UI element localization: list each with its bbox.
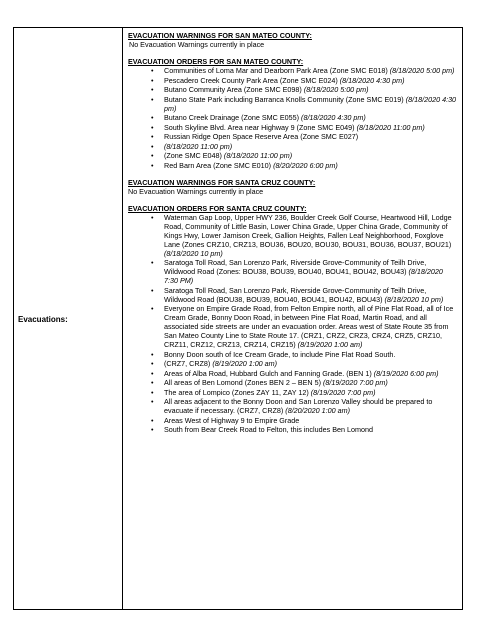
- order-item: [128, 213, 458, 258]
- row-label: Evacuations:: [18, 315, 68, 324]
- bullet-icon: •: [151, 113, 154, 122]
- order-item-text: Areas West of Highway 9 to Empire Grade: [164, 415, 300, 425]
- bullet-icon: •: [151, 415, 154, 425]
- bullet-icon: •: [151, 425, 154, 434]
- bullet-icon: •: [151, 349, 154, 359]
- order-item-date: (8/19/2020 1:00 am): [212, 359, 278, 368]
- order-item-text: (Zone SMC E048): [164, 151, 222, 160]
- order-item: [128, 123, 458, 132]
- order-item: [128, 388, 458, 397]
- bullet-icon: •: [151, 85, 154, 94]
- bullet-icon: •: [151, 132, 154, 141]
- order-item-text: (CRZ7, CRZ8): [164, 359, 211, 368]
- order-item-date: (8/18/2020 5:00 pm): [303, 85, 369, 94]
- order-item-date: (8/18/2020 4:30 pm): [301, 113, 366, 122]
- order-item: [128, 359, 458, 368]
- order-item: [128, 258, 458, 285]
- order-item-text: Everyone on Empire Grade Road, from Felton Empire north, all of Pine Flat Road, all of Ice Cream Grade, Bonny Doon Road, in between Pine Flat Road, Martin Road, and all associated side streets are under an evacuation order. Areas west of State Route 35 from San Mateo County Line to State Route 17. (CRZ1, CRZ2, CRZ3, CRZ4, CRZ5, CRZ10, CRZ11, CRZ12, CRZ13, CRZ14, CRZ15): [164, 304, 454, 349]
- order-item-date: (8/18/2020 4:30 pm): [339, 75, 405, 85]
- bullet-icon: •: [151, 387, 154, 397]
- bullet-icon: •: [151, 212, 154, 222]
- order-item-date: (8/19/2020 1:00 am): [297, 340, 363, 349]
- order-item-date: (8/18/2020 10 pm): [384, 294, 444, 304]
- bullet-icon: •: [151, 368, 154, 378]
- bullet-icon: •: [151, 359, 154, 368]
- order-item: [128, 142, 458, 151]
- order-item-date: (8/18/2020 11:00 pm): [164, 141, 233, 151]
- order-item-text: All areas of Ben Lomond (Zones BEN 2 – BEN 5): [164, 378, 322, 387]
- order-item-text: Russian Ridge Open Space Reserve Area (Zone SMC E027): [164, 132, 359, 141]
- order-item-date: (8/18/2020 10 pm): [164, 248, 223, 258]
- section-heading: EVACUATION ORDERS FOR SAN MATEO COUNTY:: [128, 57, 304, 66]
- section-heading: EVACUATION ORDERS FOR SANTA CRUZ COUNTY:: [128, 203, 307, 213]
- order-item: [128, 304, 458, 349]
- bullet-icon: •: [151, 378, 154, 387]
- bullet-icon: •: [151, 75, 154, 85]
- bullet-icon: •: [151, 141, 154, 151]
- order-item: [128, 416, 458, 425]
- bullet-icon: •: [151, 151, 154, 160]
- order-item: [128, 151, 458, 160]
- order-item: [128, 85, 458, 94]
- order-item-date: (8/18/2020 5:00 pm): [389, 66, 455, 75]
- bullet-icon: •: [151, 285, 154, 295]
- order-item: [128, 161, 458, 170]
- order-item: [128, 369, 458, 378]
- order-item: [128, 350, 458, 359]
- bullet-icon: •: [151, 397, 154, 406]
- order-item-date: (8/20/2020 6:00 pm): [273, 160, 338, 170]
- bullet-icon: •: [151, 304, 154, 313]
- order-item-text: South from Bear Creek Road to Felton, this includes Ben Lomond: [164, 425, 373, 434]
- order-item-text: Saratoga Toll Road, San Lorenzo Park, Riverside Grove-Community of Teilh Drive, Wildwood Road (Zones: BOU38, BOU39, BOU40, BOU41, BOU42, BOU43): [164, 258, 427, 276]
- order-item-text: The area of Lompico (Zones ZAY 11, ZAY 12): [164, 387, 309, 397]
- column-divider: [122, 28, 123, 609]
- order-item-text: All areas adjacent to the Bonny Doon and San Lorenzo Valley should be prepared to evacuate if necessary. (CRZ7, CRZ8): [164, 397, 433, 415]
- section-heading: EVACUATION WARNINGS FOR SANTA CRUZ COUNTY:: [128, 177, 316, 187]
- section-heading: EVACUATION WARNINGS FOR SAN MATEO COUNTY:: [128, 31, 312, 40]
- order-item-date: (8/18/2020 4:30 pm): [164, 94, 457, 113]
- section-warnings-san-mateo: [128, 31, 458, 49]
- order-item-date: (8/19/2020 7:00 pm): [310, 387, 376, 397]
- order-item: [128, 378, 458, 387]
- section-note: No Evacuation Warnings currently in place: [128, 186, 264, 196]
- order-list: [128, 66, 458, 170]
- order-item-date: (8/18/2020 11:00 pm): [223, 151, 293, 160]
- order-item: [128, 76, 458, 85]
- order-item-text: Red Barn Area (Zone SMC E010): [164, 160, 272, 170]
- order-item: [128, 397, 458, 415]
- order-item-text: Butano State Park including Barranca Knolls Community (Zone SMC E019): [164, 94, 404, 104]
- order-item: [128, 425, 458, 434]
- order-item: [128, 132, 458, 141]
- order-item: [128, 95, 458, 113]
- order-item-date: (8/18/2020 11:00 pm): [356, 122, 425, 132]
- order-item: [128, 286, 458, 304]
- order-item-text: South Skyline Blvd. Area near Highway 9 (Zone SMC E049): [164, 122, 355, 132]
- order-item-text: Bonny Doon south of Ice Cream Grade, to include Pine Flat Road South.: [164, 349, 396, 359]
- order-item-date: (8/18/2020 7:30 PM): [164, 267, 443, 285]
- bullet-icon: •: [151, 160, 154, 170]
- order-item-text: Waterman Gap Loop, Upper HWY 236, Boulder Creek Golf Course, Heartwood Hill, Lodge Road, Community of Little Basin, Lower China Grade, Upper China Grade, Community of Kings Hwy, Lower Jamison Creek, Gallion Heights, Fallen Leaf Neighborhood, Foxglove Lane (Zones CRZ10, CRZ13, BOU36, BOU20, BOU30, BOU31, BOU36, BOU37, BOU21): [164, 212, 452, 249]
- order-item-text: Pescadero Creek County Park Area (Zone SMC E024): [164, 75, 338, 85]
- order-item-date: (8/19/2020 6:00 pm): [373, 368, 439, 378]
- order-item-date: (8/20/2020 1:00 am): [285, 406, 351, 415]
- bullet-icon: •: [151, 66, 154, 75]
- section-note: No Evacuation Warnings currently in place: [129, 40, 265, 49]
- section-orders-san-mateo: [128, 57, 458, 170]
- order-item-text: Communities of Loma Mar and Dearborn Park Area (Zone SMC E018): [164, 66, 388, 75]
- order-list: [128, 213, 458, 435]
- bullet-icon: •: [151, 94, 154, 104]
- bullet-icon: •: [151, 122, 154, 132]
- section-orders-santa-cruz: [128, 204, 458, 435]
- order-item: [128, 113, 458, 122]
- order-item: [128, 66, 458, 75]
- order-item-date: (8/19/2020 7:00 pm): [323, 378, 388, 387]
- order-item-text: Saratoga Toll Road, San Lorenzo Park, Riverside Grove-Community of Teilh Drive, Wildwood Road (BOU38, BOU39, BOU40, BOU41, BOU42, BOU43): [164, 285, 427, 304]
- bullet-icon: •: [151, 258, 154, 267]
- evacuations-table: [13, 27, 463, 610]
- order-item-text: Butano Community Area (Zone SMC E098): [164, 85, 302, 94]
- evacuation-content: [128, 31, 458, 442]
- order-item-text: Areas of Alba Road, Hubbard Gulch and Fanning Grade. (BEN 1): [164, 368, 372, 378]
- order-item-text: Butano Creek Drainage (Zone SMC E055): [164, 113, 300, 122]
- section-warnings-santa-cruz: [128, 178, 458, 196]
